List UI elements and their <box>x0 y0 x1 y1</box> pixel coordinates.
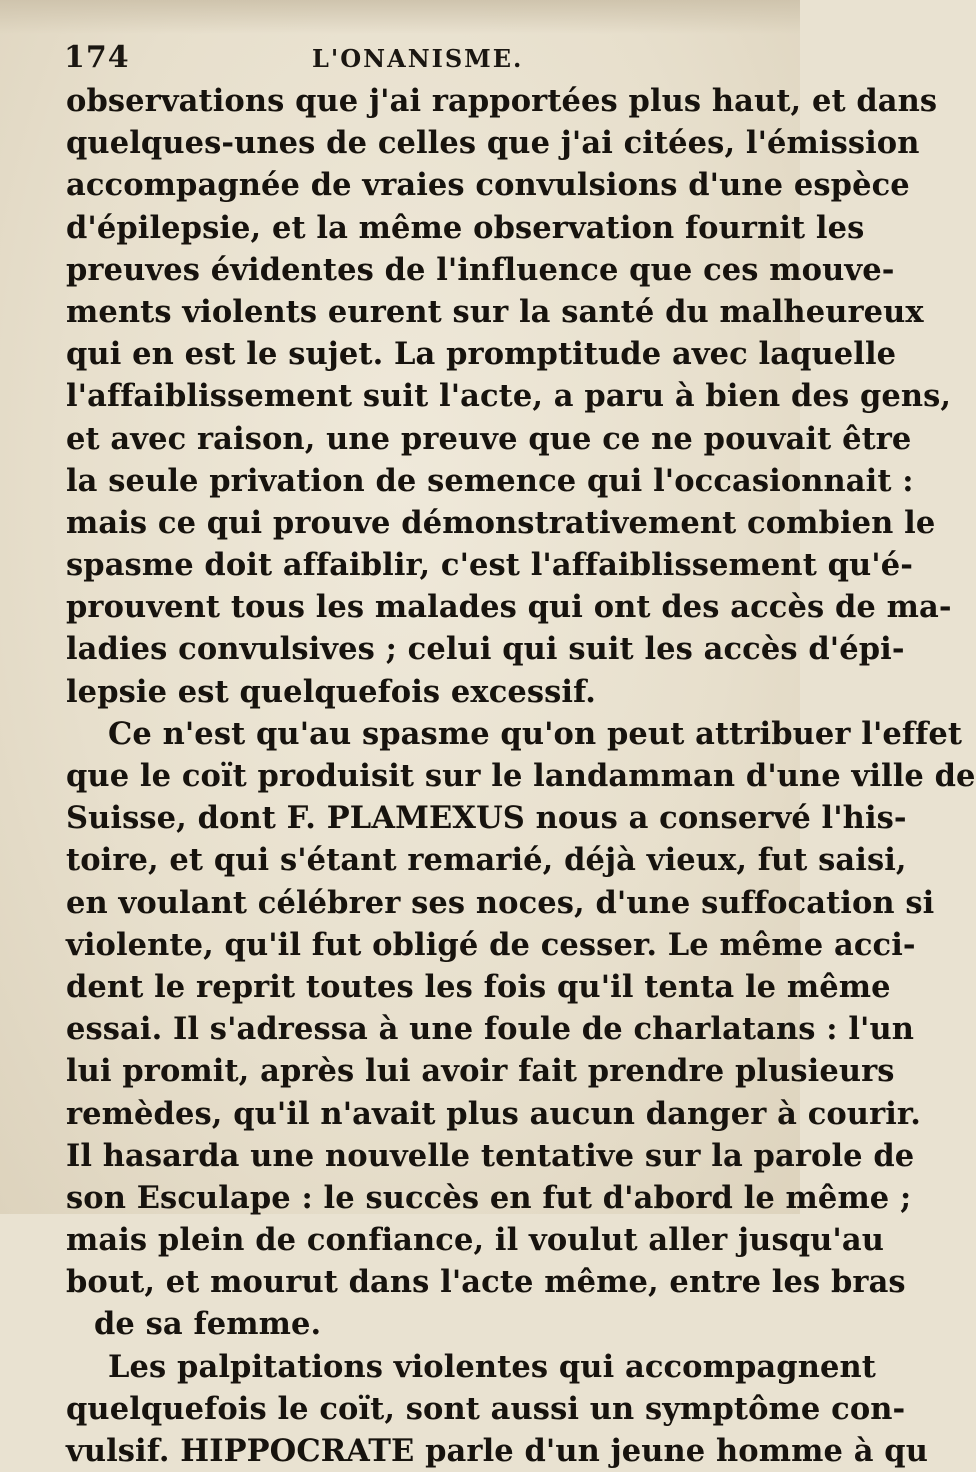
text-line: son Esculape : le succès en fut d'abord le même ; <box>66 1179 912 1216</box>
text-line: essai. Il s'adressa à une foule de charlatans : l'un <box>66 1011 915 1048</box>
text-line: de sa femme. <box>94 1306 322 1343</box>
text-line: quelques-unes de celles que j'ai citées, l'émission <box>66 125 920 162</box>
text-line: la seule privation de semence qui l'occasionnait : <box>66 462 914 499</box>
text-line: et avec raison, une preuve que ce ne pouvait être <box>66 420 912 457</box>
page-header <box>64 40 704 80</box>
text-line: toire, et qui s'étant remarié, déjà vieux, fut saisi, <box>66 842 907 879</box>
text-line: remèdes, qu'il n'avait plus aucun danger à courir. <box>66 1095 922 1132</box>
text-line: lui promit, après lui avoir fait prendre plusieurs <box>66 1053 895 1090</box>
text-line: violente, qu'il fut obligé de cesser. Le même acci- <box>66 926 916 963</box>
text-line: preuves évidentes de l'influence que ces mouve- <box>66 251 895 288</box>
paragraph-start-line: Ce n'est qu'au spasme qu'on peut attribuer l'effet <box>108 715 963 752</box>
text-line: mais ce qui prouve démonstrativement combien le <box>66 504 936 541</box>
text-line: quelquefois le coït, sont aussi un symptôme con- <box>66 1390 906 1427</box>
page-top-edge <box>0 0 800 34</box>
paragraph-start-line: Les palpitations violentes qui accompagnent <box>108 1348 876 1385</box>
page-number: 174 <box>64 40 130 75</box>
text-line: Il hasarda une nouvelle tentative sur la parole de <box>66 1137 915 1174</box>
text-line: accompagnée de vraies convulsions d'une espèce <box>66 167 910 204</box>
body-text <box>66 80 976 1472</box>
text-line: vulsif. HIPPOCRATE parle d'un jeune homme à qu <box>66 1433 928 1469</box>
text-line: que le coït produisit sur le landamman d'une ville de <box>66 758 976 794</box>
text-line: dent le reprit toutes les fois qu'il tenta le même <box>66 968 891 1005</box>
text-line: ladies convulsives ; celui qui suit les accès d'épi- <box>66 631 905 668</box>
text-line: prouvent tous les malades qui ont des accès de ma- <box>66 589 952 626</box>
text-line: en voulant célébrer ses noces, d'une suffocation si <box>66 884 935 921</box>
running-title: L'ONANISME. <box>312 44 524 73</box>
text-line: d'épilepsie, et la même observation fournit les <box>66 209 865 246</box>
text-line: mais plein de confiance, il voulut aller jusqu'au <box>66 1222 884 1259</box>
text-line: spasme doit affaiblir, c'est l'affaiblissement qu'é- <box>66 547 914 584</box>
text-line: ments violents eurent sur la santé du malheureux <box>66 293 924 330</box>
text-line: lepsie est quelquefois excessif. <box>66 673 596 710</box>
text-line: bout, et mourut dans l'acte même, entre les bras <box>66 1264 906 1301</box>
text-line: observations que j'ai rapportées plus haut, et dans <box>66 83 938 119</box>
text-line: Suisse, dont F. PLAMEXUS nous a conservé l'his- <box>66 800 907 837</box>
text-line: l'affaiblissement suit l'acte, a paru à bien des gens, <box>66 378 952 415</box>
text-line: qui en est le sujet. La promptitude avec laquelle <box>66 336 897 373</box>
